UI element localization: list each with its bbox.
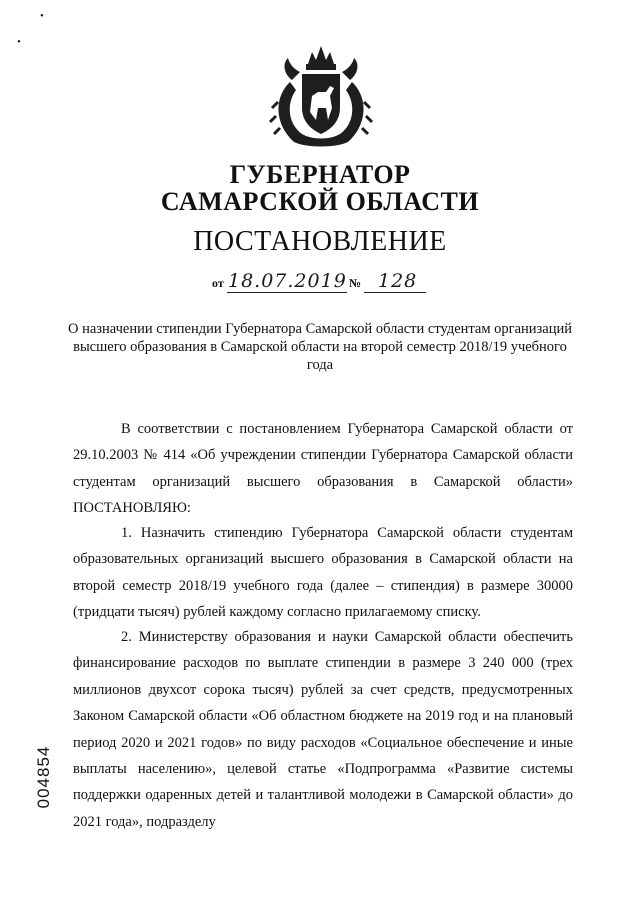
samara-coat-of-arms-icon	[268, 42, 374, 152]
corner-mark: •	[17, 36, 21, 48]
corner-mark: •	[40, 10, 44, 22]
document-type-heading: ПОСТАНОВЛЕНИЕ	[193, 226, 447, 257]
number-label: №	[349, 276, 362, 290]
number-value: 128	[378, 270, 418, 292]
body-paragraph: 2. Министерству образования и науки Самарской области обеспечить финансирование расходов по выплате стипендии в размере 3 240 000 (трех миллионов двухсот сорока тысяч) рублей за счет средств, предусмотренных Законом Самарской области «Об областном бюджете на 2019 год и на плановый период 2020 и 2021 годов» по виду расходов «Социальное обеспечение и иные выплаты населению», целевой статье «Подпрограмма «Развитие системы поддержки одаренных детей и талантливой молодежи в Самарской области» до 2021 года», подразделу	[73, 629, 573, 830]
document-subject: О назначении стипендии Губернатора Самарской области студентам организаций высшего образования в Самарской области на второй семестр 2018/19 учебного года	[68, 321, 572, 373]
body-paragraph: 1. Назначить стипендию Губернатора Самарской области студентам образовательных организаций высшего образования в Самарской области на второй семестр 2018/19 учебного года (далее – стипендия) в размере 30000 (тридцати тысяч) рублей каждому согласно прилагаемому списку.	[73, 525, 573, 621]
date-value: 18.07.2019	[228, 270, 347, 292]
date-label: от	[212, 276, 224, 290]
authority-title-line2: САМАРСКОЙ ОБЛАСТИ	[160, 187, 480, 216]
registration-number: 004854	[34, 745, 53, 809]
body-paragraph: В соответствии с постановлением Губернатора Самарской области от 29.10.2003 № 414 «Об учреждении стипендии Губернатора Самарской области студентам организаций высшего образования в Самарской области» ПОСТАНОВЛЯЮ:	[73, 421, 573, 517]
authority-title-line1: ГУБЕРНАТОР	[229, 160, 411, 189]
date-number-line	[212, 272, 442, 296]
